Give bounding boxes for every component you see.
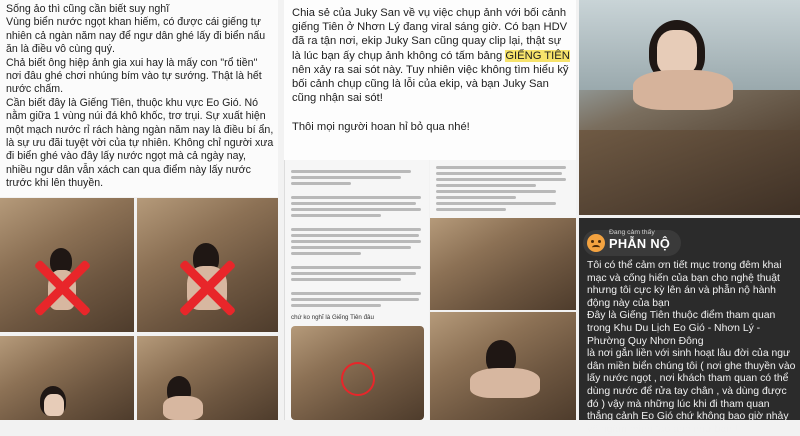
red-x-icon [30, 256, 94, 320]
photo-tile-crossed-1 [0, 198, 134, 332]
comment-post-dark [579, 218, 800, 435]
post-text-part: Chia sẻ của Juky San về vụ việc chụp ảnh với bối cảnh giếng Tiên ở Nhơn Lý đang viral sáng giờ. Có bạn HDV đã ra tận nơi, ekip Juky San cũng quay clip lại, thật sự là lúc bạn ấy chụp ảnh không có tấm bảng [292, 7, 568, 62]
photo-tile-3 [0, 336, 134, 420]
post-body [292, 6, 570, 134]
post-text-left [0, 0, 278, 197]
photo-subject-shoulders [633, 70, 733, 110]
photo-tile-4 [137, 336, 278, 420]
text-line [436, 202, 556, 205]
angry-face-icon [587, 234, 605, 252]
text-line [436, 196, 516, 199]
post-text-part: nên xảy ra sai sót này. Tuy nhiên việc không tìm hiểu kỹ bối cảnh chụp cũng là lỗi của ekip, và bạn Juky San cũng nhận sai sót! [292, 63, 569, 105]
text-line [291, 240, 421, 243]
collage-photo-rocks [430, 218, 576, 310]
text-line [436, 178, 566, 181]
text-line [291, 208, 421, 211]
photo-subject-body [163, 396, 203, 420]
photo-subject-body [470, 368, 540, 398]
text-line [291, 202, 416, 205]
text-line [291, 252, 361, 255]
feeling-mood: PHẪN NỘ [609, 236, 671, 251]
text-line [291, 176, 401, 179]
text-line [436, 172, 562, 175]
text-line [291, 278, 401, 281]
red-x-icon [175, 256, 239, 320]
collage-photo-subject [430, 312, 576, 420]
highlighted-text: GIẾNG TIÊN [505, 49, 570, 62]
post-body: Sống ảo thì cũng cần biết suy nghĩ Vùng biển nước ngọt khan hiếm, có được cái giếng tự nhiên cả ngàn năm nay để ngư dân ghé lấy đi biển nấu ăn là điều vô cùng quý. Chả biết ông hiệp ảnh gia xui hay là mấy con "rổ tiền" nơi đâu ghé chơi nhúng bím vào tự sướng. Thật là hết nước chấm. Cần biết đây là Giếng Tiên, thuộc khu vực Eo Gió. Nó nằm giữa 1 vùng núi đá khô khốc, trơ trụi. Sự xuất hiện một mạch nước rỉ rách hàng ngàn năm nay là điều bí ẩn, là sự ưu đãi tuyệt vời của tự nhiên. Không chỉ người xưa đi biển ghé vào đây lấy nước ngọt mà cả ngày nay, nhiều ngư dân vẫn xách can qua điểm này lấy nước trước khi lên thuyền. [6, 3, 274, 190]
text-line [291, 266, 421, 269]
text-line [291, 272, 416, 275]
collage-text-screenshot [284, 160, 429, 420]
photo-rocks [579, 130, 800, 215]
text-line [291, 234, 419, 237]
text-line [436, 208, 506, 211]
text-line [291, 182, 351, 185]
post-closing: Thôi mọi người hoan hỉ bỏ qua nhé! [292, 120, 470, 133]
post-text-middle [284, 0, 576, 160]
collage-photo [291, 326, 424, 420]
text-line [436, 190, 556, 193]
text-line [436, 166, 566, 169]
photo-subject-face [657, 30, 697, 74]
text-line [291, 170, 411, 173]
text-line [291, 246, 411, 249]
text-line [291, 304, 381, 307]
comment-body: Tôi có thể cảm ơn tiết mục trong đêm khai mạc và cống hiến của bạn cho nghệ thuật nhưng tôi cực kỳ lên án và phẫn nộ hành động này của bạn Đây là Giếng Tiên thuộc điểm tham quan trong Khu Du Lịch Eo Gió - Nhơn Lý - Phường Quy Nhơn Đông là nơi gắn liền với sinh hoạt lâu đời của ngư dân miền biển chúng tôi ( nơi ghe thuyền vào lấy nước ngọt , nơi khách tham quan có thể dùng nước để rửa tay chân , và dùng được đó ) vậy mà những lúc khi đi tham quan thắng cảnh Eo Gió chứ không bao giờ nhảy vô ngâm mình tạo ảnh như bạn ! [587, 260, 796, 435]
text-line [291, 196, 421, 199]
photo-subject-face [44, 394, 64, 416]
text-line [436, 184, 536, 187]
text-line [291, 228, 421, 231]
photo-woman-in-pool [579, 0, 800, 215]
photo-tile-crossed-2 [137, 198, 278, 332]
text-line [291, 292, 421, 295]
feeling-label: Đang cảm thấy [609, 229, 655, 236]
red-circle-marker [341, 362, 375, 396]
text-line [291, 214, 381, 217]
text-line [291, 298, 419, 301]
collage-caption: chứ ko nghĩ là Giếng Tiên đâu [291, 314, 374, 321]
